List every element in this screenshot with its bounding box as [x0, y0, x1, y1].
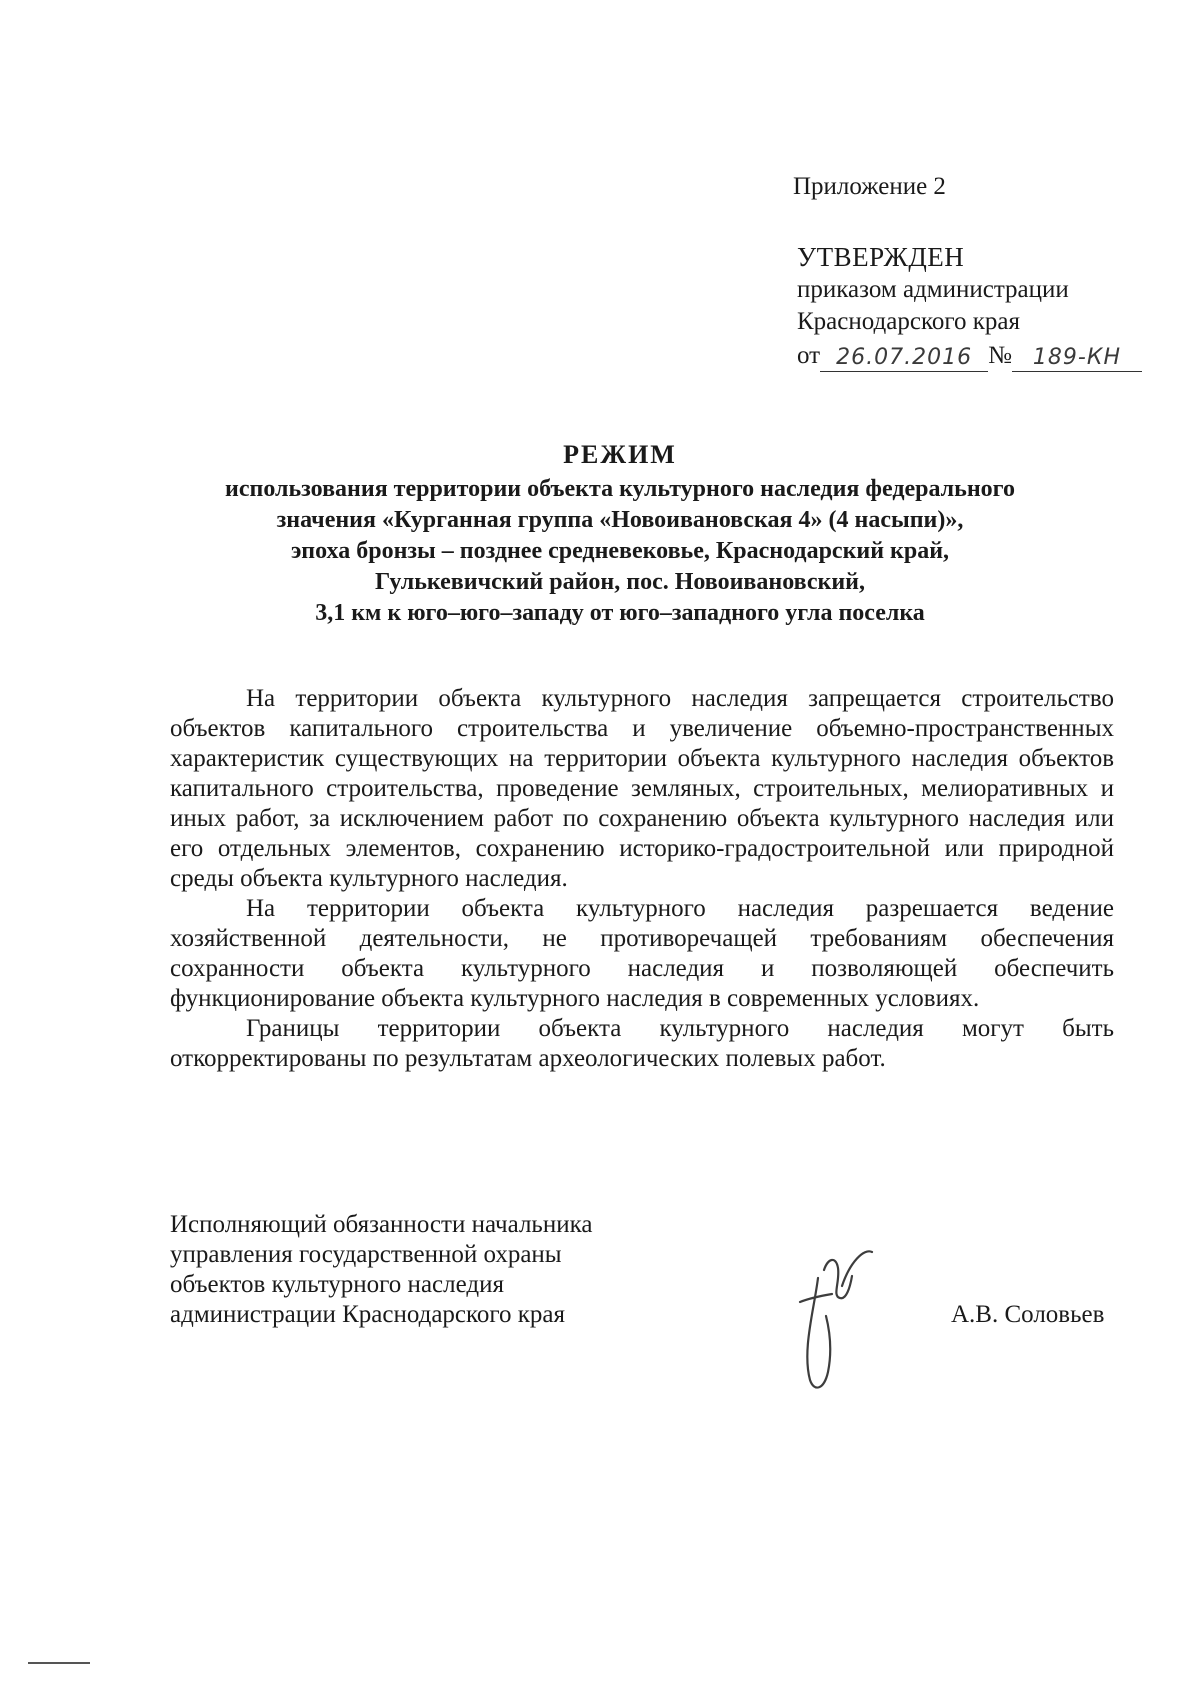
order-number-handwritten: 189-КН: [1012, 345, 1142, 372]
subtitle-line-3: эпоха бронзы – позднее средневековье, Краснодарский край,: [290, 538, 950, 564]
paragraph-boundaries: Границы территории объекта культурного наследия могут быть откорректированы по результатам археологических полевых работ.: [170, 1015, 1114, 1072]
handwritten-signature: [780, 1240, 890, 1400]
signatory-position: [170, 1210, 592, 1330]
signatory-position-line-3: объектов культурного наследия: [170, 1271, 504, 1298]
margin-mark: [28, 1662, 90, 1664]
order-date-handwritten: 26.07.2016: [820, 345, 988, 372]
signatory-position-line-1: Исполняющий обязанности начальника: [170, 1211, 593, 1238]
order-number-prefix: №: [988, 342, 1012, 369]
approval-line-2: Краснодарского края: [797, 308, 1020, 335]
subtitle-line-1: использования территории объекта культурного наследия федерального: [225, 476, 1015, 502]
appendix-label: Приложение 2: [793, 173, 946, 200]
order-date-prefix: от: [797, 342, 821, 369]
subtitle-line-2: значения «Курганная группа «Новоивановская 4» (4 насыпи)»,: [276, 507, 964, 533]
signatory-position-line-2: управления государственной охраны: [170, 1241, 562, 1268]
approval-stamp: [797, 240, 1142, 372]
paragraph-permissions: На территории объекта культурного наследия разрешается ведение хозяйственной деятельности, не противоречащей требованиям обеспечения сохранности объекта культурного наследия и позволяющей обеспечить функционирование объекта культурного наследия в современных условиях.: [170, 895, 1114, 1012]
document-heading: [120, 438, 1120, 629]
subtitle-line-4: Гулькевичский район, пос. Новоивановский,: [374, 569, 866, 595]
approval-title: УТВЕРЖДЕН: [797, 242, 965, 272]
document-title: РЕЖИМ: [563, 440, 677, 469]
signatory-name: А.В. Соловьев: [951, 1301, 1105, 1328]
paragraph-prohibitions: На территории объекта культурного наследия запрещается строительство объектов капитального строительства и увеличение объемно-пространственных характеристик существующих на территории объекта культурного наследия объектов капитального строительства, проведение земляных, строительных, мелиоративных и иных работ, за исключением работ по сохранению объекта культурного наследия или его отдельных элементов, сохранению историко-градостроительной или природной среды объекта культурного наследия.: [170, 685, 1114, 892]
document-body: [170, 684, 1114, 1074]
signatory-position-line-4: администрации Краснодарского края: [170, 1301, 566, 1328]
subtitle-line-5: 3,1 км к юго–юго–западу от юго–западного угла поселка: [315, 600, 925, 626]
order-reference: [797, 338, 1142, 372]
approval-line-1: приказом администрации: [797, 276, 1069, 303]
